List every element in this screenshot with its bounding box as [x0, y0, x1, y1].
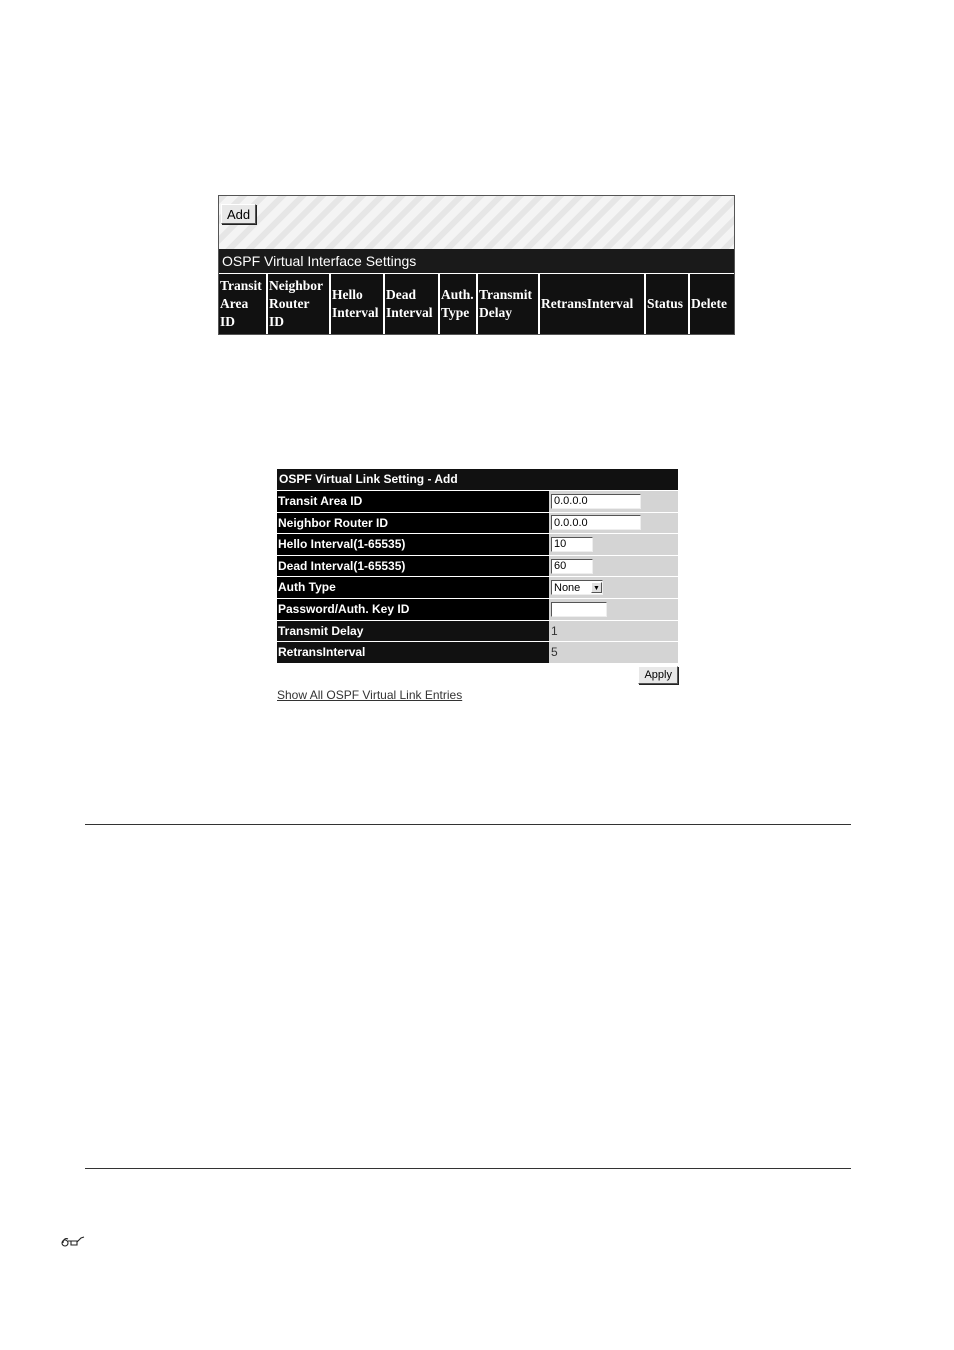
field-label: Transit Area ID [277, 491, 549, 512]
column-header-retrans-interval: RetransInterval [540, 274, 644, 334]
field-label: Auth Type [277, 577, 549, 598]
field-label: Dead Interval(1-65535) [277, 556, 549, 577]
toolbar [219, 196, 734, 249]
table-header-row [219, 274, 734, 334]
section-divider-top [85, 824, 851, 825]
form-row-transmit-delay [277, 620, 678, 642]
transit-area-id-input[interactable] [551, 494, 641, 509]
column-header-neighbor-router-id: Neighbor Router ID [268, 274, 329, 334]
panel-title: OSPF Virtual Link Setting - Add [277, 469, 678, 490]
password-key-id-input[interactable] [551, 602, 607, 617]
apply-button[interactable]: Apply [638, 666, 678, 684]
show-all-entries-link[interactable]: Show All OSPF Virtual Link Entries [277, 687, 463, 702]
virtual-link-add-panel [277, 469, 678, 702]
neighbor-router-id-input[interactable] [551, 515, 641, 530]
form-row-neighbor-router-id [277, 512, 678, 534]
column-header-delete: Delete [690, 274, 734, 334]
column-header-status: Status [646, 274, 688, 334]
column-header-dead-interval: Dead Interval [385, 274, 438, 334]
field-label: RetransInterval [277, 642, 549, 663]
virtual-interface-settings-panel [218, 195, 735, 335]
field-label: Hello Interval(1-65535) [277, 534, 549, 555]
form-row-dead-interval [277, 555, 678, 577]
column-header-auth-type: Auth. Type [440, 274, 476, 334]
field-value-cell [549, 577, 678, 598]
field-label: Neighbor Router ID [277, 513, 549, 534]
form-row-password-key-id [277, 598, 678, 620]
form-row-auth-type [277, 576, 678, 598]
transmit-delay-value: 1 [549, 621, 678, 642]
auth-type-selected-value: None [554, 581, 581, 594]
field-value-cell [549, 599, 678, 620]
hello-interval-input[interactable] [551, 537, 593, 552]
field-label: Password/Auth. Key ID [277, 599, 549, 620]
column-header-hello-interval: Hello Interval [331, 274, 383, 334]
section-divider-bottom [85, 1168, 851, 1169]
field-value-cell [549, 513, 678, 534]
field-value-cell [549, 534, 678, 555]
form-row-hello-interval [277, 533, 678, 555]
form-row-transit-area-id [277, 490, 678, 512]
chevron-down-icon[interactable]: ▼ [591, 582, 602, 593]
retrans-interval-value: 5 [549, 642, 678, 663]
column-header-transit-area-id: Transit Area ID [219, 274, 266, 334]
column-header-transmit-delay: Transmit Delay [478, 274, 538, 334]
auth-type-select[interactable] [551, 580, 603, 595]
dead-interval-input[interactable] [551, 559, 593, 574]
panel-title: OSPF Virtual Interface Settings [219, 249, 734, 273]
field-label: Transmit Delay [277, 621, 549, 642]
field-value-cell [549, 491, 678, 512]
field-value-cell [549, 556, 678, 577]
glasses-icon [60, 1232, 90, 1248]
form-row-retrans-interval [277, 641, 678, 663]
apply-row [277, 666, 678, 684]
add-button[interactable]: Add [221, 204, 256, 224]
